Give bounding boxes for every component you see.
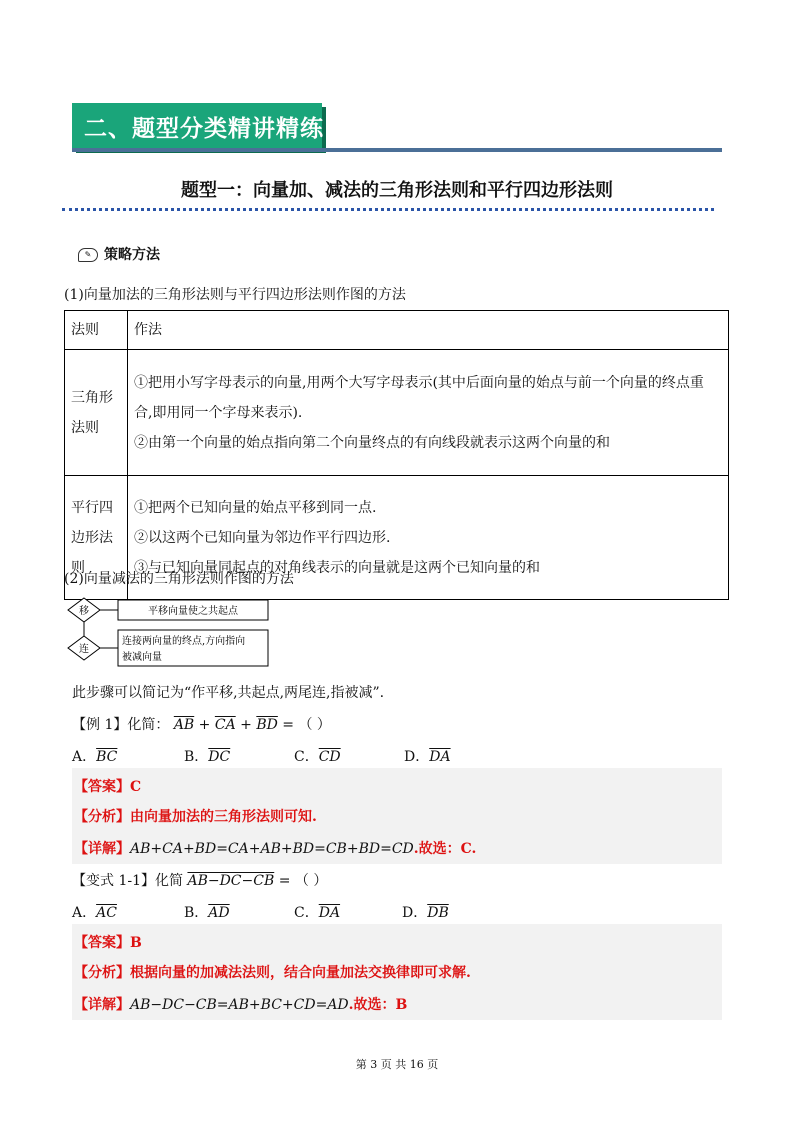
option-c[interactable]: C．$\overline{DA}$ (294, 905, 341, 921)
table-header-rule: 法则 (65, 311, 128, 350)
table-header-method: 作法 (128, 311, 729, 350)
option-c[interactable]: C．$\overline{CD}$ (294, 749, 341, 765)
page-footer: 第 3 页 共 16 页 (355, 1058, 439, 1071)
flow-step2-label: 连 (79, 644, 89, 655)
dotted-divider (62, 208, 714, 211)
option-a[interactable]: A．$\overline{BC}$ (72, 749, 118, 765)
variant1-analysis: 【分析】根据向量的加减法法则，结合向量加法交换律即可求解. (74, 965, 471, 981)
question-type-title: 题型一：向量加、减法的三角形法则和平行四边形法则 (181, 180, 613, 201)
section1-title: (1)向量加法的三角形法则与平行四边形法则作图的方法 (64, 287, 406, 303)
rules-table (64, 310, 729, 600)
example1-detail: 【详解】AB+CA+BD=CA+AB+BD=CB+BD=CD.故选：C. (74, 841, 477, 857)
table-cell-steps: ①把用小写字母表示的向量,用两个大写字母表示(其中后面向量的始点与前一个向量的终点重合,即用同一个字母来表示). ②由第一个向量的始点指向第二个向量终点的有向线段就表示这两个向量的和 (128, 350, 729, 476)
strategy-heading (78, 244, 160, 264)
mnemonic-text: 此步骤可以简记为“作平移,共起点,两尾连,指被减”. (72, 685, 385, 701)
option-d[interactable]: D．$\overline{DB}$ (402, 905, 449, 921)
example1-question: 【例 1】化简： $\overline{AB} + \overline{CA} + \overline{BD}$ = （ ） (72, 717, 331, 733)
table-cell-rule: 平行四 边形法 则 (65, 476, 128, 600)
table-cell-rule: 三角形 法则 (65, 350, 128, 476)
section2-title: (2)向量减法的三角形法则作图的方法 (64, 571, 294, 587)
subtraction-flow-diagram (66, 596, 276, 668)
flow-step2-text-1: 连接两向量的终点,方向指向 (122, 636, 246, 647)
table-row (65, 350, 729, 476)
banner-underline (72, 148, 722, 152)
option-d[interactable]: D．$\overline{DA}$ (404, 749, 451, 765)
variant1-question: 【变式 1-1】化简 AB−DC−CB = （ ） (72, 873, 328, 889)
section-banner-title: 二、题型分类精讲精练 (84, 115, 324, 142)
strategy-label: 策略方法 (104, 247, 160, 263)
example1-answer: 【答案】C (74, 779, 142, 795)
flow-step1-label: 移 (79, 606, 89, 617)
option-b[interactable]: B．$\overline{AD}$ (184, 905, 230, 921)
variant1-detail: 【详解】AB−DC−CB=AB+BC+CD=AD.故选：B (74, 997, 408, 1013)
example1-analysis: 【分析】由向量加法的三角形法则可知. (74, 809, 317, 825)
variant1-answer: 【答案】B (74, 935, 142, 951)
table-header-row (65, 311, 729, 350)
option-a[interactable]: A．$\overline{AC}$ (72, 905, 117, 921)
strategy-icon: ✎ (78, 248, 98, 262)
flow-step1-text: 平移向量使之共起点 (148, 606, 238, 617)
flow-step2-text-2: 被减向量 (122, 652, 162, 663)
option-b[interactable]: B．$\overline{DC}$ (184, 749, 231, 765)
table-cell-steps: ①把两个已知向量的始点平移到同一点. ②以这两个已知向量为邻边作平行四边形. ③与已知向量同起点的对角线表示的向量就是这两个已知向量的和 (128, 476, 729, 600)
